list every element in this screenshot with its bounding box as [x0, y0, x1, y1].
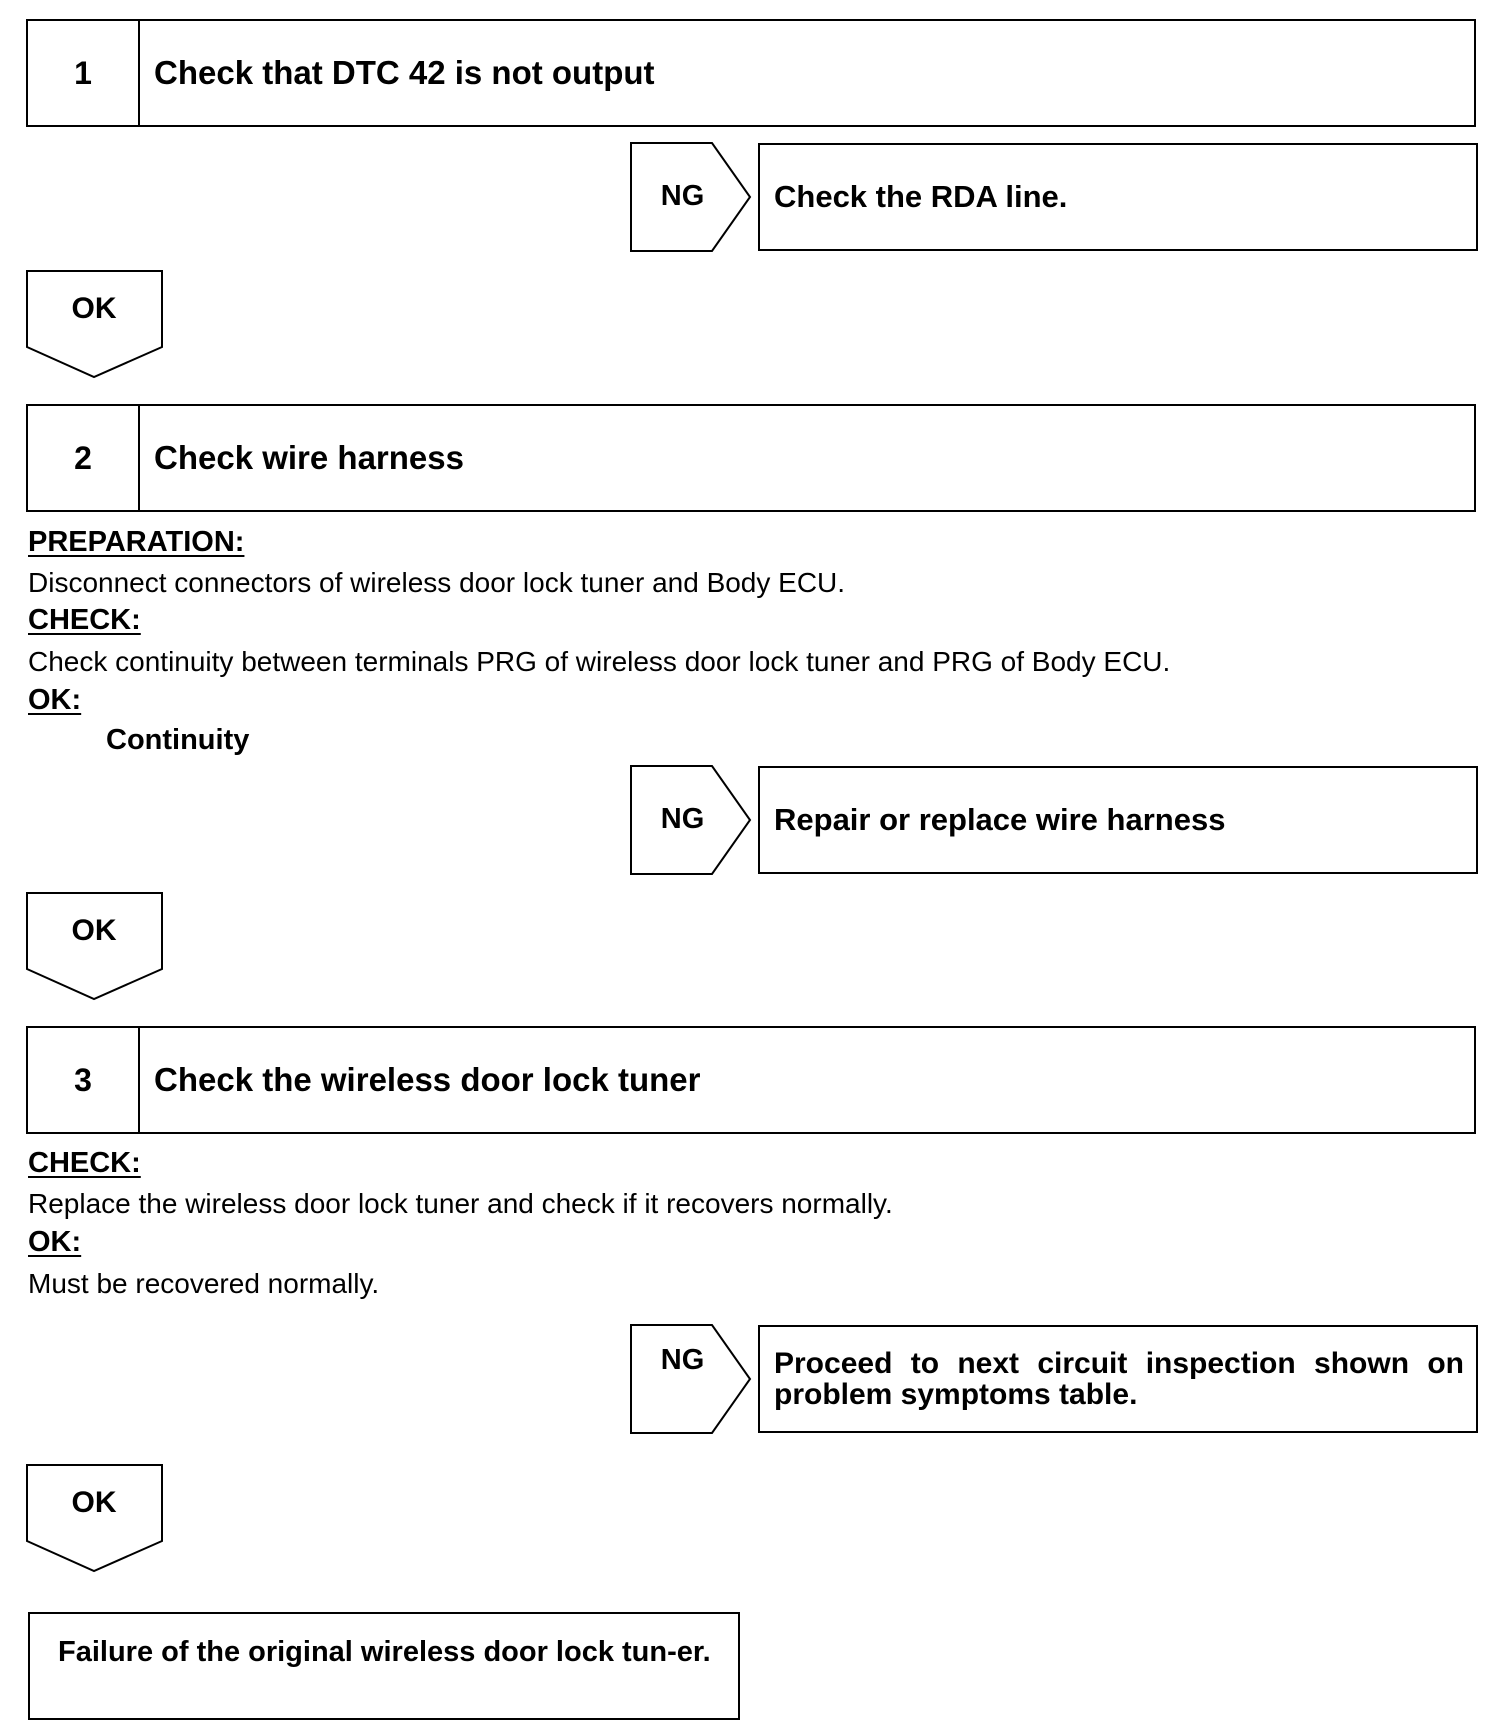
step-1-ng-arrow: [630, 142, 758, 254]
step-2-ok-heading: OK:: [28, 684, 82, 716]
step-1-title: Check that DTC 42 is not output: [154, 54, 655, 91]
step-3-title: Check the wireless door lock tuner: [154, 1061, 701, 1098]
step-3-check-heading: CHECK:: [28, 1147, 141, 1179]
step-2-preparation-heading: PREPARATION:: [28, 526, 245, 558]
step-3-check-text: Replace the wireless door lock tuner and check if it recovers normally.: [28, 1188, 893, 1219]
step-3-ok-heading: OK:: [28, 1226, 82, 1258]
step-1-number: 1: [28, 21, 140, 125]
step-2-box: [26, 404, 1476, 512]
step-1-box: [26, 19, 1476, 127]
step-2-ok-arrow: [26, 892, 166, 1002]
step-1-ok-arrow: [26, 270, 166, 380]
step-1-ok-label: OK: [71, 292, 117, 325]
step-2-ok-text: Continuity: [106, 724, 250, 756]
step-2-ok-label: OK: [71, 914, 117, 947]
step-1-ng-result: Check the RDA line.: [758, 143, 1478, 251]
step-3-ok-text: Must be recovered normally.: [28, 1268, 380, 1299]
step-3-ng-result: Proceed to next circuit inspection shown on problem symptoms table.: [758, 1325, 1478, 1433]
final-result-box: Failure of the original wireless door lock tun-er.: [28, 1612, 740, 1720]
step-3-ng-arrow: [630, 1324, 758, 1436]
step-2-number: 2: [28, 406, 140, 510]
step-2-check-text: Check continuity between terminals PRG of wireless door lock tuner and PRG of Body ECU.: [28, 646, 1171, 677]
step-2-ng-arrow: [630, 765, 758, 877]
step-3-ok-label: OK: [71, 1486, 117, 1519]
step-3-ok-arrow: [26, 1464, 166, 1574]
step-1-ng-label: NG: [660, 179, 705, 212]
step-2-ng-label: NG: [660, 802, 705, 835]
step-3-number: 3: [28, 1028, 140, 1132]
step-2-check-heading: CHECK:: [28, 604, 141, 636]
step-3-box: [26, 1026, 1476, 1134]
step-2-preparation-text: Disconnect connectors of wireless door lock tuner and Body ECU.: [28, 567, 846, 598]
step-2-title: Check wire harness: [154, 439, 464, 476]
step-2-ng-result: Repair or replace wire harness: [758, 766, 1478, 874]
step-3-ng-label: NG: [660, 1344, 705, 1376]
